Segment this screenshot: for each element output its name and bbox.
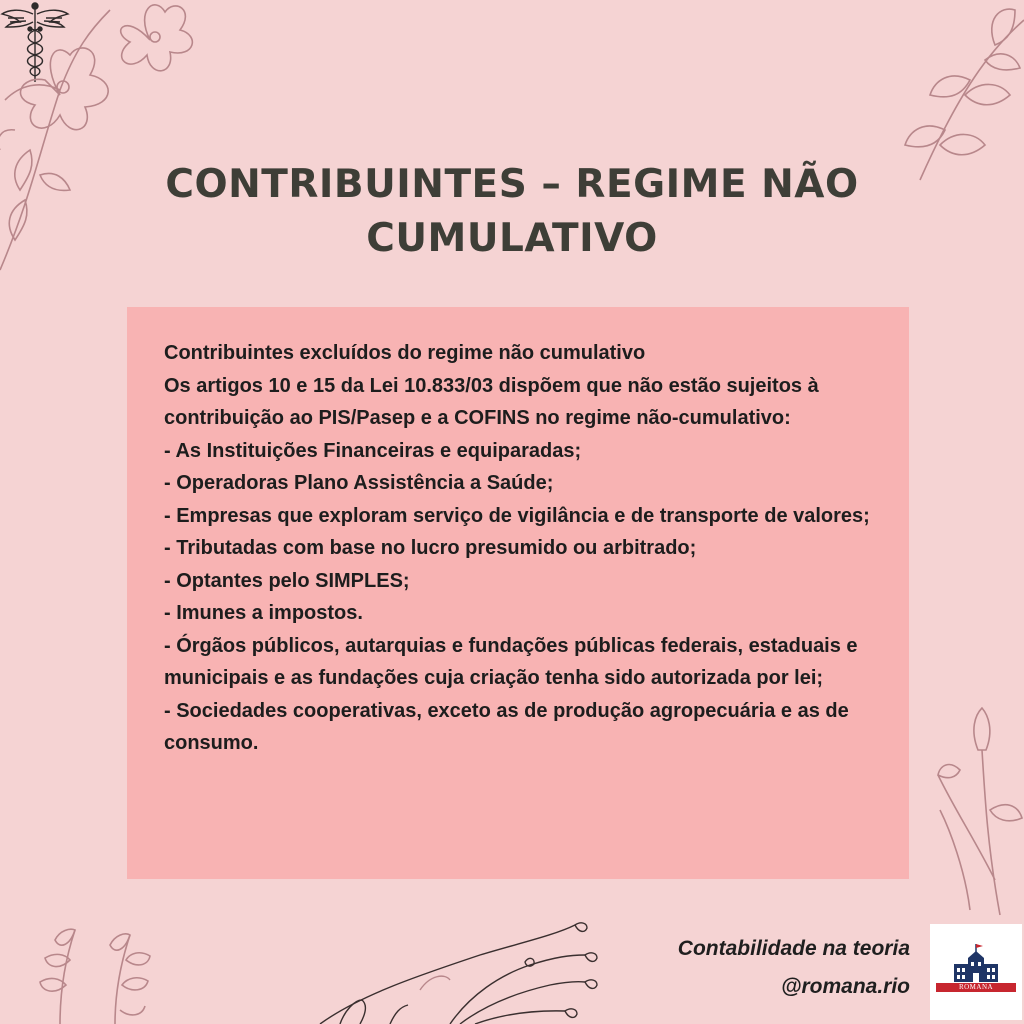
brand-logo — [930, 924, 1022, 1020]
list-item: - Sociedades cooperativas, exceto as de produção agropecuária e as de consumo. — [164, 699, 849, 754]
footer-tagline: Contabilidade na teoria — [677, 937, 910, 960]
footer — [678, 930, 910, 1006]
card-intro: Os artigos 10 e 15 da Lei 10.833/03 dispõem que não estão sujeitos à contribuição ao PIS/Pasep e a COFINS no regime não-cumulativo: — [164, 374, 819, 429]
list-item: - Tributadas com base no lucro presumido ou arbitrado; — [164, 537, 697, 559]
floral-decoration-bottom-center — [300, 915, 620, 1024]
floral-decoration-right — [930, 700, 1024, 920]
list-item: - Optantes pelo SIMPLES; — [164, 569, 410, 592]
logo-caption: ROMANA — [936, 983, 1016, 992]
list-item: - Imunes a impostos. — [164, 602, 363, 624]
list-item: - Órgãos públicos, autarquias e fundações públicas federais, estaduais e municipais e as fundações cuja criação tenha sido autorizada por lei; — [164, 634, 858, 689]
floral-decoration-bottom-left — [30, 910, 160, 1024]
footer-handle[interactable]: @romana.rio — [780, 975, 910, 998]
content-card — [127, 307, 909, 879]
school-building-icon — [952, 942, 1000, 984]
list-item: - Empresas que exploram serviço de vigilância e de transporte de valores; — [164, 504, 870, 527]
list-item: - As Instituições Financeiras e equiparadas; — [164, 439, 582, 462]
page-title: CONTRIBUINTES – REGIME NÃO CUMULATIVO — [165, 162, 859, 261]
list-item: - Operadoras Plano Assistência a Saúde; — [164, 472, 554, 494]
card-heading: Contribuintes excluídos do regime não cumulativo — [164, 342, 646, 364]
